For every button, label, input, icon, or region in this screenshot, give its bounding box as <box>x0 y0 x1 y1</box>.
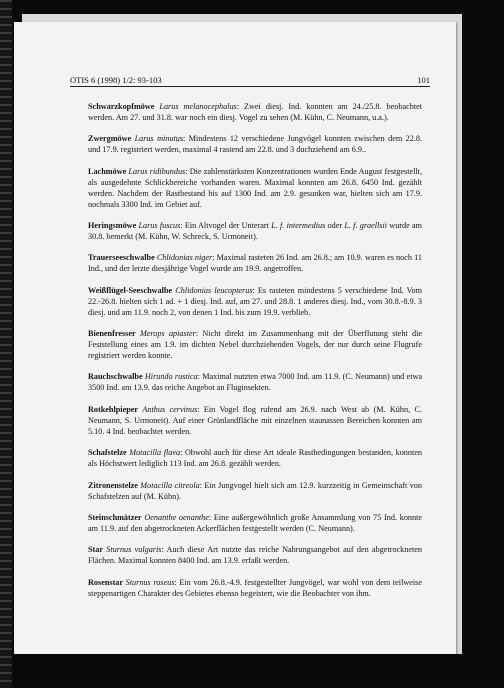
scientific-name: Motacilla flava <box>129 448 181 458</box>
entry-text: : Auch diese Art nutzte das reiche Nahrungsangebot auf den abgetrockneten Flächen. Maximal konnten 8400 Ind. am 13.9. erfaßt werden. <box>88 545 422 566</box>
common-name: Schafstelze <box>88 448 127 458</box>
entry-text: : Obwohl auch für diese Art ideale Rastbedingungen bestanden, konnten als Höchstwert lediglich 113 Ind. am 26.8. gezählt werden. <box>88 448 422 469</box>
scientific-name: Hirundo rustica <box>144 372 198 382</box>
common-name: Rosenstar <box>88 577 124 587</box>
common-name: Schwarzkopfmöwe <box>88 102 155 111</box>
species-entry <box>88 405 422 438</box>
scientific-name: Motacilla citreola <box>140 480 200 490</box>
species-entry <box>88 481 422 503</box>
species-entry <box>88 448 422 470</box>
entry-text: : Es rasteten mindestens 5 verschiedene Ind. Vom 22.-26.8. hielten sich 1 ad. + 1 diesj. Ind. auf, am 27. und 28.8. 1 anderes diesj. Ind., vom 30.8.-8.9. 3 diesj. und am 11.9. noch 2, von denen 1 Ind. bis zum 19.9. verblieb. <box>88 285 422 317</box>
scientific-name: Anthus cervinus <box>142 404 198 414</box>
species-entry <box>88 167 422 211</box>
entry-text: : Maximal nutzten etwa 7000 Ind. am 11.9. (C. Neumann) und etwa 3500 Ind. am 13.9. das reiche Angebot an Fluginsekten. <box>88 372 423 393</box>
scientific-name: Merops apiaster <box>139 329 196 339</box>
entry-text: : Die zahlenstärksten Konzentrationen wurden Ende August festgestellt, als ausgedehnte Schlickbereiche vorhanden waren. Maximal konnten am 26.8. 6450 Ind. gezählt werden. Nachdem der Rastbestand bis auf 1300 Ind. am 2.9. gesunken war, hielten sich am 17.9. nochmals 3300 Ind. im Gebiet auf. <box>88 166 422 209</box>
species-entry <box>88 329 422 362</box>
entry-text: : Ein Vogel flog rufend am 26.9. nach West ab (M. Kühn, C. Neumann, S. Urmoneit). Auf einer Grünlandfläche mit einzelnen staunassen Bereichen konnten am 5.10. 4 Ind. beobachtet werden. <box>88 404 423 436</box>
scientific-name: Chlidonias niger <box>156 253 213 263</box>
scientific-name: Sturnus roseus <box>125 577 175 587</box>
entry-text: : Ein Jungvogel hielt sich am 12.9. kurzzeitig in Gemeinschaft von Schafstelzen auf (M. Kühn). <box>88 480 422 501</box>
species-entry <box>88 513 422 535</box>
common-name: Weißflügel-Seeschwalbe <box>88 285 173 295</box>
entry-text: : Maximal rasteten 26 Ind. am 26.8.; am 10.9. waren es noch 11 Ind., und der letzte diesjährige Vogel wurde am 19.9. angetroffen. <box>88 253 422 274</box>
running-header <box>70 75 430 87</box>
species-entry <box>88 221 422 243</box>
entry-text: : Mindestens 12 verschiedene Jungvögel konnten zwischen dem 22.8. und 17.9. registriert werden, maximal 4 rastend am 22.8. und 3 duchziehend am 6.9.. <box>88 134 423 155</box>
common-name: Star <box>88 545 104 555</box>
common-name: Steinschmätzer <box>88 513 142 522</box>
common-name: Lachmöwe <box>88 166 127 176</box>
scientific-name: Larus minutus <box>134 134 184 144</box>
scientific-name: Larus ridibundus <box>128 166 186 176</box>
species-entry <box>88 253 422 275</box>
common-name: Trauerseeschwalbe <box>88 253 155 263</box>
subspecies-name: L. f. graellsii <box>344 221 388 231</box>
species-entry <box>88 286 422 319</box>
scientific-name: Chlidonias leucopterus <box>175 285 253 295</box>
entry-text: wurde am 30.8. bemerkt (M. Kühn, W. Schreck, S. Urmoneit). <box>88 221 423 241</box>
entry-text: : Nicht direkt im Zusammenhang mit der Überflutung steht die Feststellung eines am 1.9. im dichten Nebel durchziehenden Vogels, der nur durch seine Flugrufe registriert werden konnte. <box>88 329 423 360</box>
common-name: Zwergmöwe <box>88 134 132 144</box>
subspecies-name: L. f. intermedius <box>271 221 326 231</box>
common-name: Rotkehlpieper <box>88 404 139 414</box>
spiral-binding <box>0 0 12 688</box>
scientific-name: Sturnus vulgaris <box>106 545 162 555</box>
species-entry <box>88 102 422 124</box>
common-name: Heringsmöwe <box>88 221 137 231</box>
entry-text: oder <box>325 221 345 231</box>
species-entry <box>88 578 422 600</box>
article-body <box>88 102 422 610</box>
entry-text: : Zwei diesj. Ind. konnten am 24./25.8. beobachtet werden. Am 27. und 31.8. war noch ein diesj. Vogel zu sehen (M. Kühn, C. Neumann, u.a.). <box>88 102 423 122</box>
entry-text: : Ein vom 26.8.-4.9. festgestellter Jungvögel, war wohl von dem teilweise steppenartigen Charakter des Gebietes ebenso begeistert, wie die Beobachter von ihm. <box>88 577 422 598</box>
journal-citation: OTIS 6 (1998) 1/2: 93-103 <box>70 75 162 85</box>
scientific-name: Larus fuscus <box>138 221 181 231</box>
scientific-name: Larus melanocephalus <box>159 102 237 111</box>
common-name: Zitronenstelze <box>88 480 138 490</box>
entry-text: : Ein Altvogel der Unterart <box>180 221 272 231</box>
entry-text: : Eine außergewöhnlich große Ansammlung von 75 Ind. konnte am 11.9. auf den abgetrockneten Ackerflächen festgestellt werden (C. Neumann). <box>88 513 423 533</box>
species-entry <box>88 372 422 394</box>
species-entry <box>88 545 422 567</box>
page-number: 101 <box>417 75 430 85</box>
common-name: Bienenfresser <box>88 329 136 339</box>
common-name: Rauchschwalbe <box>88 372 143 382</box>
species-entry <box>88 134 422 156</box>
scientific-name: Oenanthe oenanthe <box>144 513 209 522</box>
